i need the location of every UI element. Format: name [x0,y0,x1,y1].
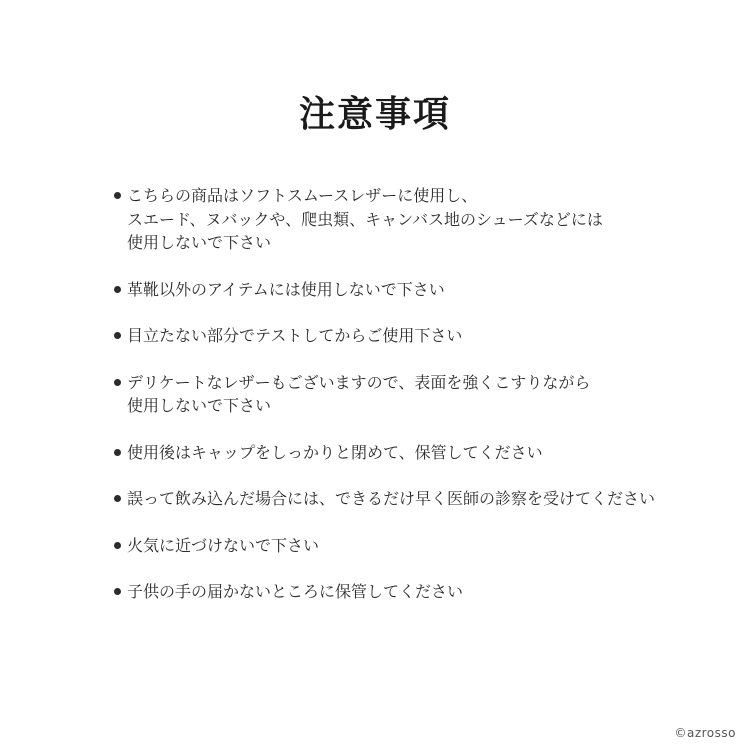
list-item [114,278,734,302]
list-item [114,184,734,255]
list-item [114,371,734,418]
notice-text-line: 革靴以外のアイテムには使用しないで下さい [127,279,445,299]
list-item [114,534,734,558]
notice-text-line: 子供の手の届かないところに保管してください [127,582,464,601]
bullet-dot-icon [114,449,121,456]
bullet-dot-icon [114,286,121,293]
page-title: 注意事項 [298,94,451,135]
list-item [114,580,734,604]
notice-text-line: 誤って飲み込んだ場合には、できるだけ早く医師の診察を受けてください [127,489,656,508]
list-item [114,441,734,465]
list-item [114,487,734,511]
notice-text-line: 使用しないで下さい [127,233,272,252]
bullet-dot-icon [114,588,121,595]
bullet-dot-icon [114,332,121,339]
notice-text-line: スエード、ヌバックや、爬虫類、キャンバス地のシューズなどには [127,209,603,229]
notice-text-line: 目立たない部分でテストしてからご使用下さい [127,326,463,345]
bullet-dot-icon [114,192,121,199]
notice-list [114,184,734,627]
list-item [114,324,734,348]
notice-text-line: 火気に近づけないで下さい [127,535,320,555]
bullet-dot-icon [114,379,121,386]
bullet-dot-icon [114,495,121,502]
notice-text-line: デリケートなレザーもございますので、表面を強くこすりながら [127,372,591,392]
notice-text-line: こちらの商品はソフトスムースレザーに使用し、 [127,186,478,205]
copyright-text: ©azrosso [674,726,736,740]
bullet-dot-icon [114,542,121,549]
notice-text-line: 使用しないで下さい [127,396,272,415]
notice-text-line: 使用後はキャップをしっかりと閉めて、保管してください [127,442,543,462]
